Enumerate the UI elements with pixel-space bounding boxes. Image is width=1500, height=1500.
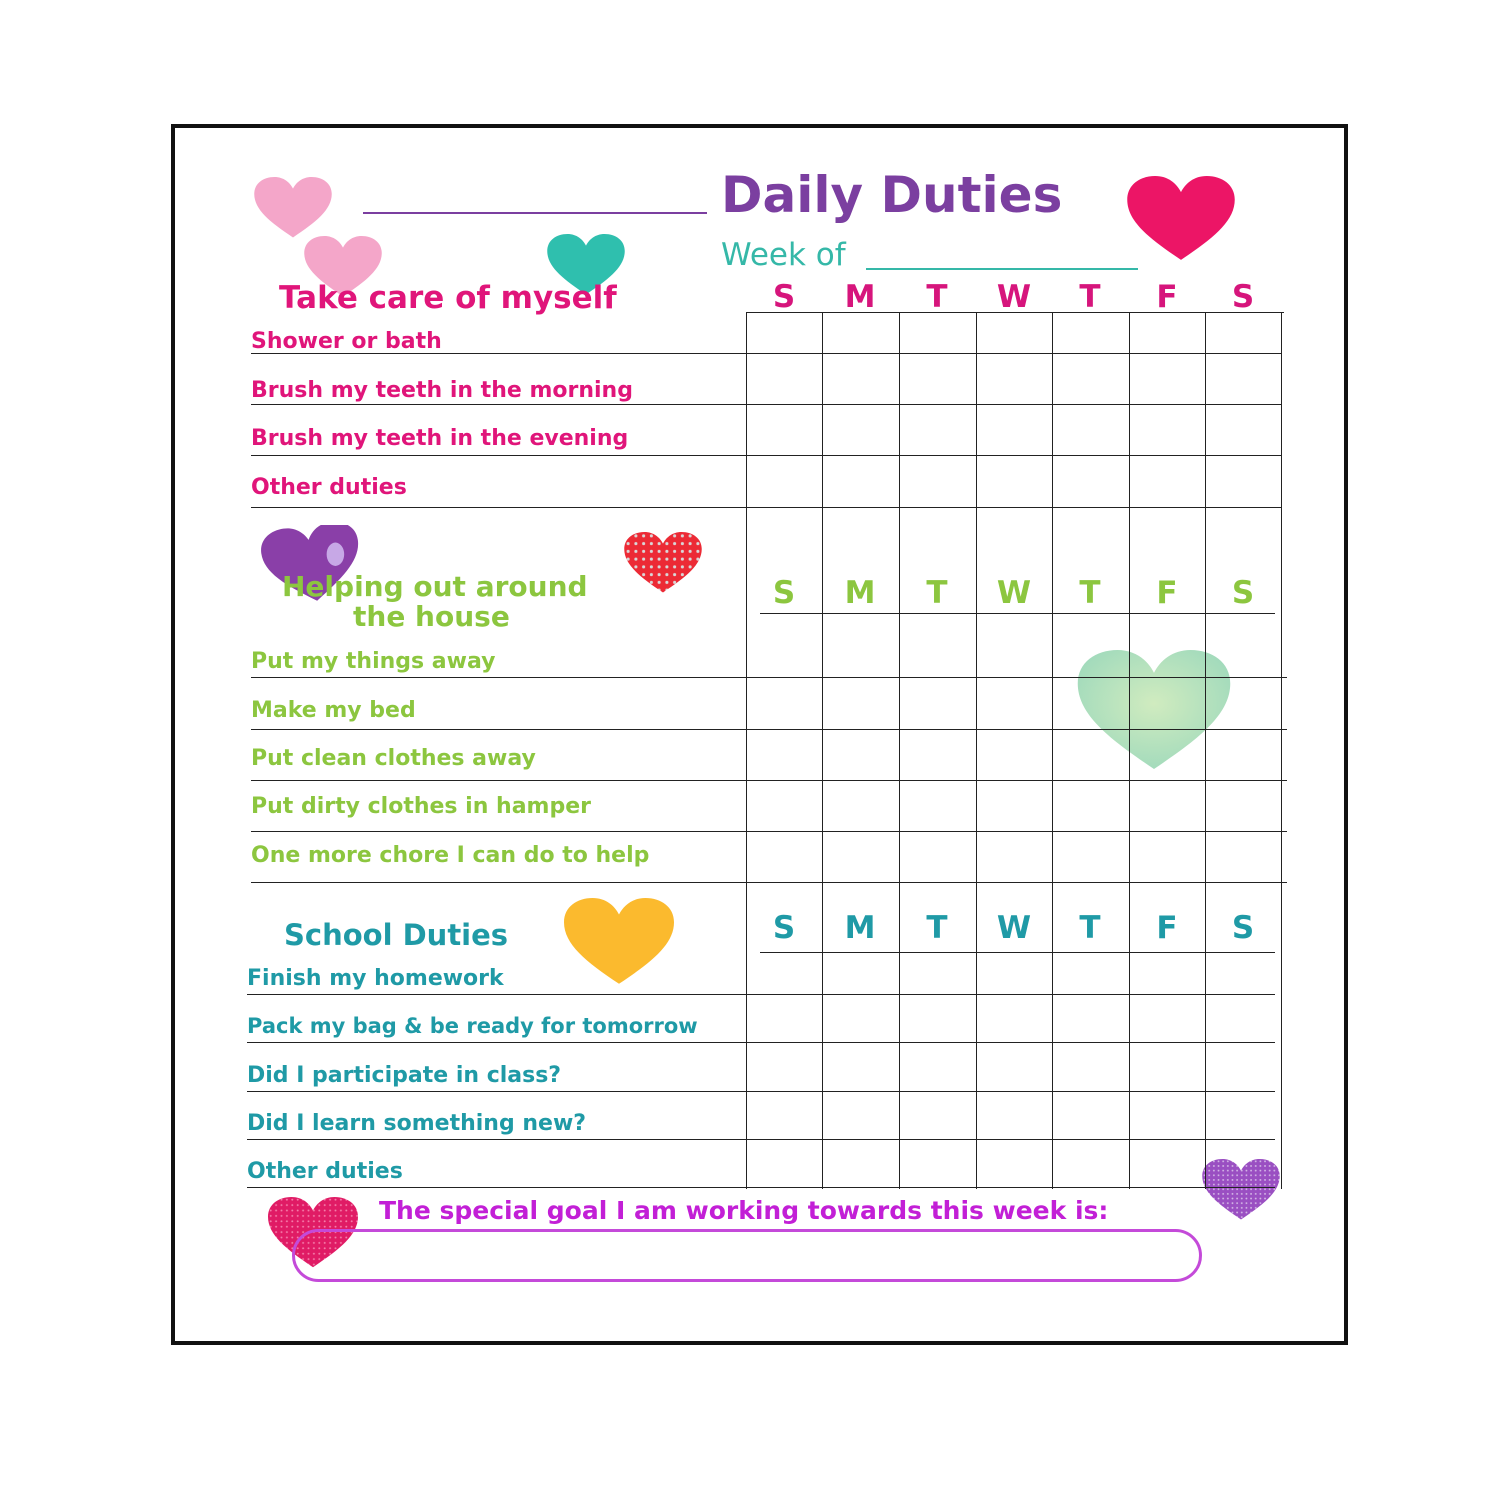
grid-line <box>247 1042 1275 1043</box>
grid-line <box>760 613 1275 614</box>
day-header: F <box>1156 910 1178 946</box>
day-header: M <box>844 575 876 611</box>
heart-icon <box>243 177 343 239</box>
section-heading-school: School Duties <box>284 918 509 952</box>
task-label: Brush my teeth in the morning <box>251 378 633 403</box>
day-header: W <box>996 279 1032 315</box>
grid-line <box>251 882 1287 883</box>
heart-icon <box>556 898 682 986</box>
grid-line <box>1129 312 1130 1189</box>
day-header: T <box>926 575 948 611</box>
goal-label: The special goal I am working towards this week is: <box>379 1196 1109 1225</box>
day-header: T <box>1079 575 1101 611</box>
day-header: W <box>996 575 1032 611</box>
section-heading-self-care: Take care of myself <box>279 280 617 316</box>
task-label: Pack my bag & be ready for tomorrow <box>247 1014 698 1038</box>
grid-line <box>251 729 1287 730</box>
day-header: S <box>1231 575 1255 611</box>
section-heading-house-line2: the house <box>353 600 510 633</box>
grid-line <box>746 312 747 1189</box>
week-of-line[interactable] <box>866 268 1138 270</box>
task-label: Did I participate in class? <box>247 1063 562 1088</box>
watercolor-heart-icon <box>1052 650 1256 772</box>
day-header: W <box>996 910 1032 946</box>
grid-line <box>251 831 1287 832</box>
grid-line <box>247 1187 1275 1188</box>
grid-line <box>251 455 1281 456</box>
task-label: Shower or bath <box>251 329 442 354</box>
day-header: T <box>1079 910 1101 946</box>
page-title: Daily Duties <box>721 166 1063 224</box>
task-label: Make my bed <box>251 698 416 723</box>
goal-input-box[interactable] <box>292 1229 1202 1282</box>
grid-line <box>251 404 1281 405</box>
grid-line <box>247 1091 1275 1092</box>
grid-line <box>1205 312 1206 1189</box>
task-label: Brush my teeth in the evening <box>251 426 629 451</box>
task-label: Finish my homework <box>247 966 504 991</box>
day-header: S <box>772 279 796 315</box>
heart-icon <box>1120 176 1242 262</box>
task-label: Other duties <box>247 1159 403 1184</box>
day-header: M <box>844 910 876 946</box>
task-label: One more chore I can do to help <box>251 843 650 868</box>
name-line[interactable] <box>363 212 707 214</box>
day-header: S <box>772 910 796 946</box>
day-header: S <box>772 575 796 611</box>
day-header: S <box>1231 910 1255 946</box>
grid-line <box>760 952 1275 953</box>
task-label: Put my things away <box>251 649 496 674</box>
heart-icon <box>1188 1159 1294 1221</box>
grid-line <box>976 312 977 1189</box>
task-label: Other duties <box>251 475 407 500</box>
day-header: F <box>1156 575 1178 611</box>
week-of-label: Week of <box>721 237 846 273</box>
polka-dot-heart-icon <box>618 532 708 594</box>
day-header: F <box>1156 279 1178 315</box>
grid-line <box>251 507 1281 508</box>
day-header: S <box>1231 279 1255 315</box>
task-label: Put clean clothes away <box>251 746 536 771</box>
grid-line <box>251 780 1287 781</box>
grid-line <box>251 353 1281 354</box>
day-header: T <box>926 910 948 946</box>
grid-line <box>1052 312 1053 1189</box>
day-header: M <box>844 279 876 315</box>
day-header: T <box>926 279 948 315</box>
task-label: Did I learn something new? <box>247 1111 587 1136</box>
day-header: T <box>1079 279 1101 315</box>
grid-line <box>247 1139 1275 1140</box>
grid-line <box>899 312 900 1189</box>
grid-line <box>746 312 1284 313</box>
grid-line <box>1281 312 1282 1189</box>
grid-line <box>247 994 1275 995</box>
grid-line <box>822 312 823 1189</box>
task-label: Put dirty clothes in hamper <box>251 794 591 819</box>
grid-line <box>251 677 1287 678</box>
section-heading-house-line1: Helping out around <box>282 570 588 603</box>
